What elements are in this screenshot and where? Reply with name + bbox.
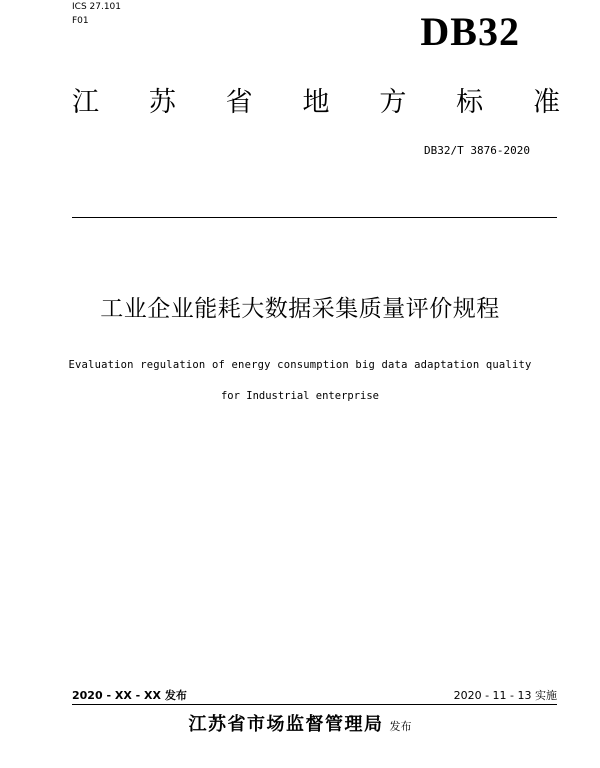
standard-type-char: 准 — [532, 87, 560, 118]
standard-type-heading — [72, 86, 560, 120]
publisher-name: 江苏省市场监督管理局 — [188, 714, 384, 735]
document-title-english-line1: Evaluation regulation of energy consumption big data adaptation quality — [68, 359, 532, 371]
standard-logo: DB32 — [420, 9, 520, 54]
top-divider — [72, 217, 557, 218]
standard-type-char: 江 — [72, 87, 99, 118]
publisher-suffix: 发布 — [389, 720, 412, 733]
bottom-divider — [72, 704, 557, 705]
implementation-date: 2020 - 11 - 13 实施 — [453, 689, 557, 702]
document-title-chinese: 工业企业能耗大数据采集质量评价规程 — [100, 296, 500, 322]
document-title-english-line2: for Industrial enterprise — [220, 390, 380, 402]
ics-code: ICS 27.101 — [72, 2, 122, 12]
publisher-line — [0, 713, 600, 739]
standard-type-char: 地 — [302, 87, 330, 118]
standard-type-char: 标 — [456, 87, 484, 118]
classification-code: F01 — [72, 16, 89, 26]
standard-type-char: 苏 — [148, 87, 176, 118]
standard-type-char: 方 — [379, 87, 407, 118]
issue-date: 2020 - XX - XX 发布 — [72, 689, 187, 702]
standard-type-char: 省 — [225, 87, 253, 118]
standard-number: DB32/T 3876-2020 — [424, 144, 530, 157]
